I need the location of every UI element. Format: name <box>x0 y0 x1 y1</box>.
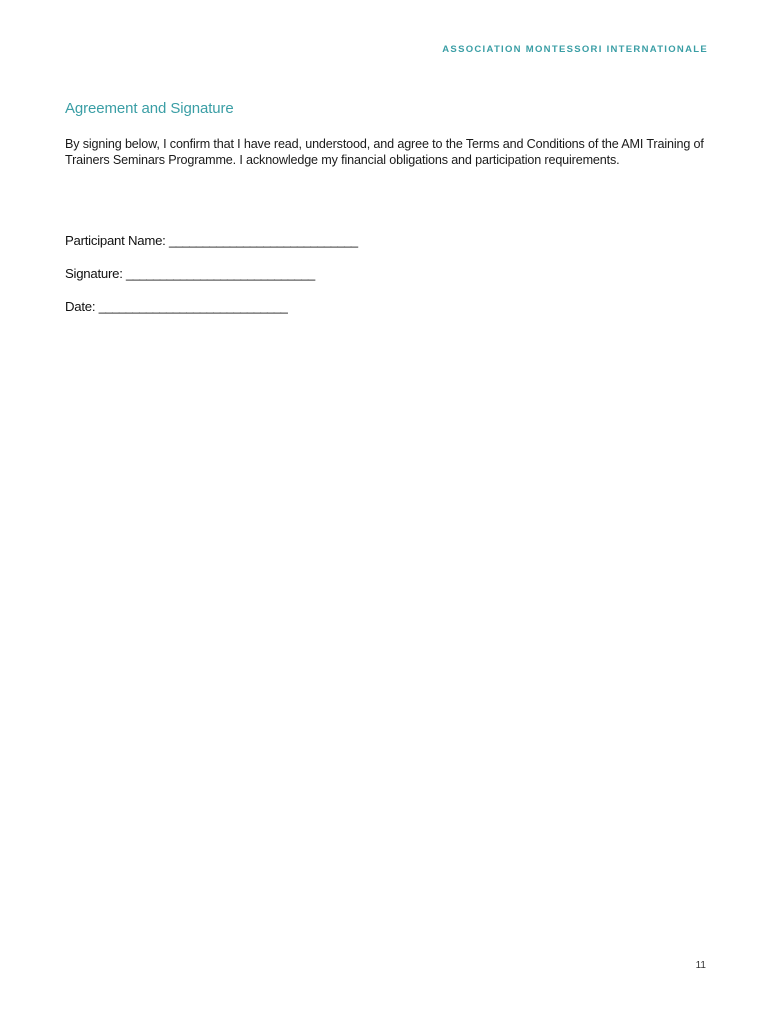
organization-header: ASSOCIATION MONTESSORI INTERNATIONALE <box>442 44 708 55</box>
date-label: Date: <box>65 299 96 314</box>
signature-field <box>65 266 315 281</box>
page-number: 11 <box>695 960 706 971</box>
participant-name-field <box>65 233 358 248</box>
participant-name-blank: ____________________________ <box>168 233 358 248</box>
participant-name-label: Participant Name: <box>65 233 166 248</box>
date-blank: ____________________________ <box>98 299 288 314</box>
signature-label: Signature: <box>65 266 123 281</box>
signature-blank: ____________________________ <box>126 266 315 281</box>
section-title: Agreement and Signature <box>65 100 234 117</box>
agreement-text: By signing below, I confirm that I have read, understood, and agree to the Terms and Conditions of the AMI Training of Trainers Seminars Programme. I acknowledge my financial obligations and participation requirements. <box>65 137 704 167</box>
date-field <box>65 299 287 314</box>
